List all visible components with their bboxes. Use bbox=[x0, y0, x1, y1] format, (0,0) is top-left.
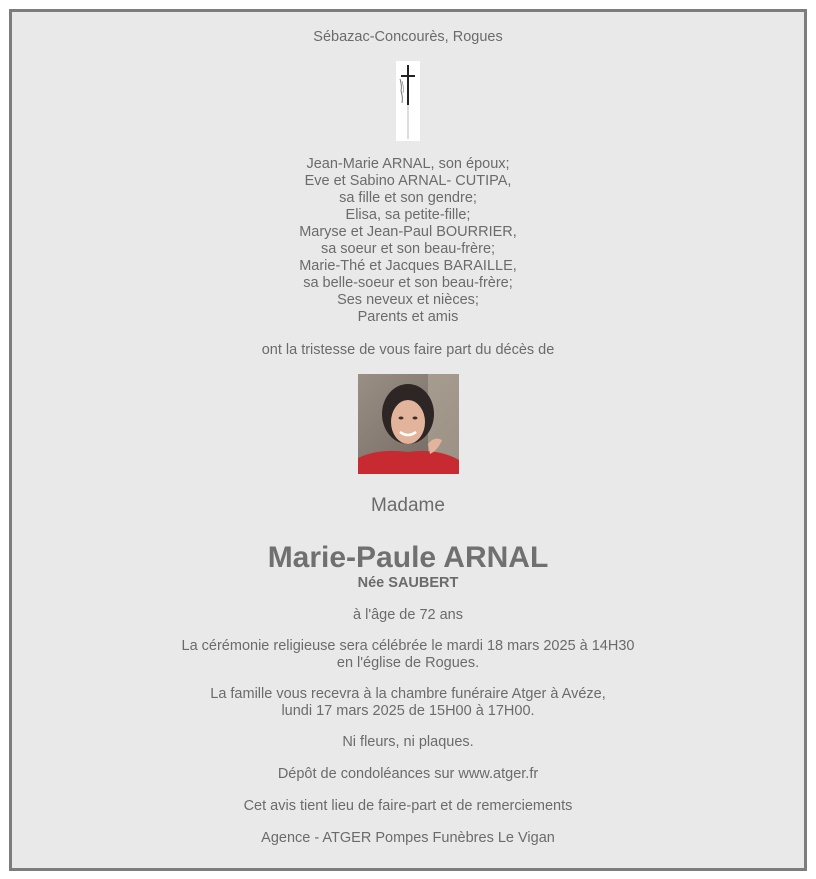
visitation-line: La famille vous recevra à la chambre funéraire Atger à Avéze, bbox=[210, 686, 606, 702]
family-line: sa soeur et son beau-frère; bbox=[320, 241, 496, 257]
location-line: Sébazac-Concourès, Rogues bbox=[313, 29, 503, 45]
visitation-line: lundi 17 mars 2025 de 15H00 à 17H00. bbox=[281, 703, 535, 719]
flowers-note: Ni fleurs, ni plaques. bbox=[342, 734, 474, 750]
family-line: Parents et amis bbox=[357, 309, 459, 325]
civility-title: Madame bbox=[371, 495, 445, 516]
ceremony-line: en l'église de Rogues. bbox=[336, 655, 480, 671]
family-line: Elisa, sa petite-fille; bbox=[345, 207, 471, 223]
ceremony-info bbox=[12, 638, 804, 672]
family-line: sa fille et son gendre; bbox=[339, 190, 477, 206]
family-list bbox=[12, 156, 804, 326]
condolences-line: Dépôt de condoléances sur www.atger.fr bbox=[277, 766, 539, 782]
obituary-frame bbox=[9, 9, 807, 871]
notice-line: Cet avis tient lieu de faire-part et de remerciements bbox=[243, 798, 573, 814]
cross-icon bbox=[396, 61, 420, 141]
deceased-name: Marie-Paule ARNAL bbox=[267, 541, 549, 574]
family-line: Marie-Thé et Jacques BARAILLE, bbox=[299, 258, 517, 274]
born-name: Née SAUBERT bbox=[357, 575, 459, 591]
ceremony-line: La cérémonie religieuse sera célébrée le mardi 18 mars 2025 à 14H30 bbox=[181, 638, 635, 654]
age-line: à l'âge de 72 ans bbox=[353, 607, 463, 623]
intro-text: ont la tristesse de vous faire part du décès de bbox=[261, 342, 555, 358]
family-line: Maryse et Jean-Paul BOURRIER, bbox=[299, 224, 517, 240]
family-line: sa belle-soeur et son beau-frère; bbox=[303, 275, 513, 291]
visitation-info bbox=[12, 686, 804, 720]
agency-line: Agence - ATGER Pompes Funèbres Le Vigan bbox=[261, 830, 555, 846]
family-line: Ses neveux et nièces; bbox=[337, 292, 479, 308]
obituary-content bbox=[12, 29, 804, 847]
family-line: Jean-Marie ARNAL, son époux; bbox=[306, 156, 510, 172]
family-line: Eve et Sabino ARNAL- CUTIPA, bbox=[304, 173, 512, 189]
deceased-photo bbox=[358, 374, 459, 474]
